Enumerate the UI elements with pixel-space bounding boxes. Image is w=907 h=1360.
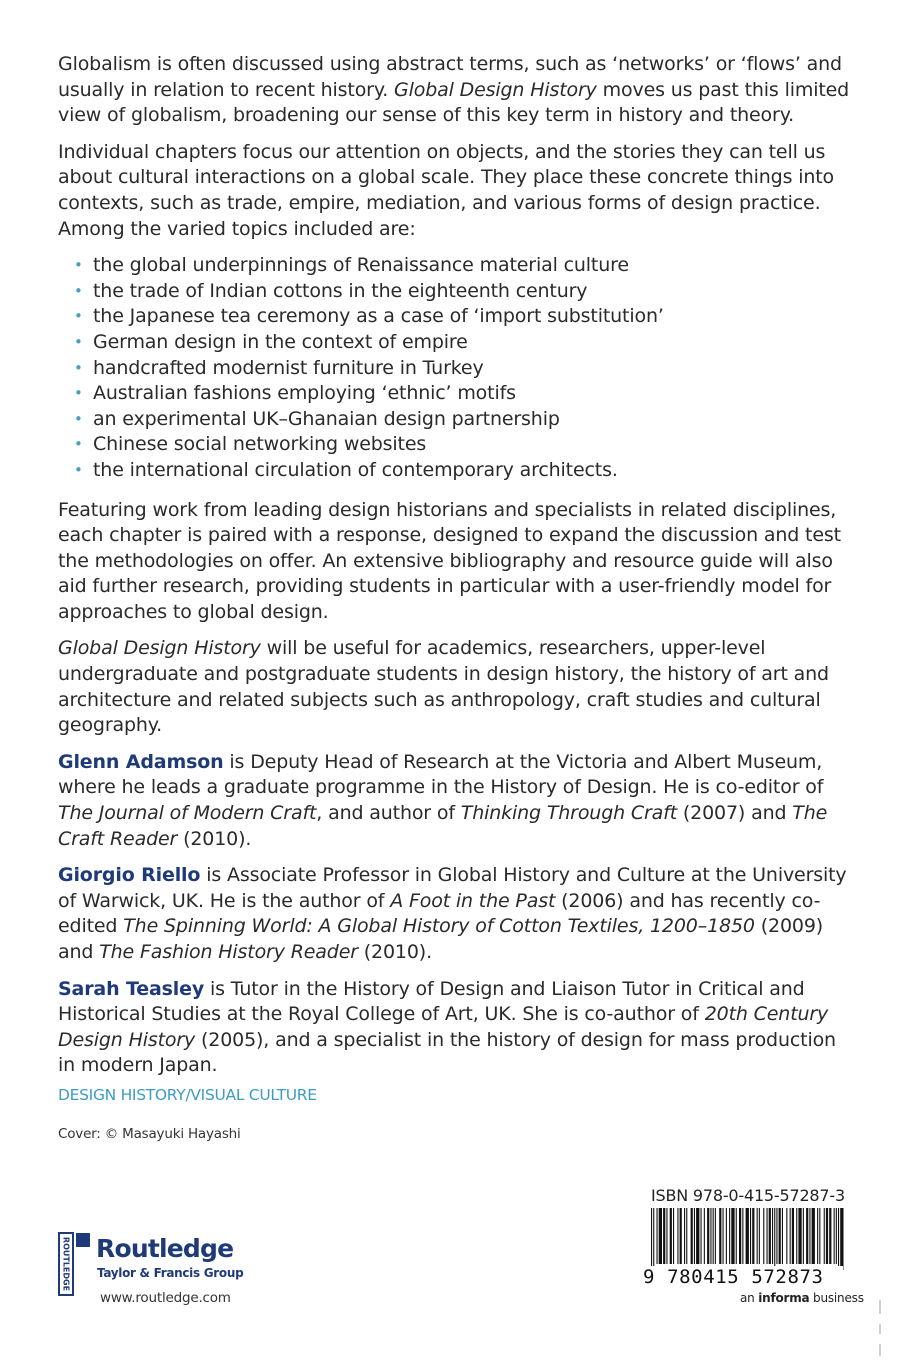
topic-item: • an experimental UK–Ghanaian design partnership xyxy=(58,407,858,433)
barcode-image xyxy=(651,1208,844,1270)
bio-text: (2010). xyxy=(357,941,432,963)
barcode-bar xyxy=(752,1208,754,1264)
bio-text: (2010). xyxy=(177,827,252,850)
edge-mark xyxy=(879,1344,881,1356)
barcode-bar xyxy=(767,1208,768,1264)
author-name: Sarah Teasley xyxy=(58,977,205,1000)
barcode-bar xyxy=(666,1208,667,1264)
barcode-bar xyxy=(694,1208,695,1264)
barcode-bar xyxy=(829,1208,831,1264)
barcode-bar xyxy=(779,1208,781,1264)
topics-list xyxy=(58,253,858,483)
barcode-bar xyxy=(819,1208,820,1264)
topic-item: • the Japanese tea ceremony as a case of ‘import substitution’ xyxy=(58,304,858,330)
bio-text: , and author of xyxy=(316,802,461,825)
barcode-bar xyxy=(663,1208,665,1264)
barcode-bar xyxy=(686,1208,687,1264)
barcode-bar xyxy=(759,1208,760,1264)
publication-title: The Craft Reader xyxy=(58,802,828,850)
barcode-bar xyxy=(806,1208,808,1264)
publication-title: The Journal of Modern Craft xyxy=(58,802,317,825)
informa-suffix: business xyxy=(809,1291,864,1305)
publisher-vertical-text: ROUTLEDGE xyxy=(61,1236,71,1292)
bio-text: is Associate Professor in Global History and Culture at the University of Warwick, UK. He is the author of xyxy=(58,864,847,912)
barcode-bar xyxy=(726,1208,727,1264)
author-bio-adamson xyxy=(58,750,858,852)
barcode-bar xyxy=(657,1208,658,1264)
barcode-bar xyxy=(826,1208,828,1264)
barcode-bar xyxy=(707,1208,709,1264)
barcode-bar xyxy=(790,1208,791,1264)
barcode-bar xyxy=(719,1208,721,1264)
publication-title: Thinking Through Craft xyxy=(460,802,678,825)
informa-tagline xyxy=(740,1291,864,1305)
barcode-bar xyxy=(736,1208,737,1264)
barcode-bar xyxy=(680,1208,682,1264)
barcode-bar xyxy=(769,1208,771,1264)
barcode-bar xyxy=(750,1208,751,1264)
barcode-bar xyxy=(796,1208,797,1264)
bio-text: is Tutor in the History of Design and Liaison Tutor in Critical and Historical Studies at the Royal College of Art, UK. She is co-author of xyxy=(58,977,805,1026)
intro-paragraph-1 xyxy=(58,52,858,129)
barcode-bar xyxy=(824,1208,825,1264)
topic-item: • the international circulation of contemporary architects. xyxy=(58,458,858,484)
barcode-bar xyxy=(763,1208,764,1264)
barcode-bar xyxy=(704,1208,705,1264)
barcode-bar xyxy=(684,1208,685,1264)
barcode-bar xyxy=(670,1208,672,1264)
barcode-bar xyxy=(653,1208,654,1270)
barcode-bar xyxy=(673,1208,674,1264)
cover-credit: Cover: © Masayuki Hayashi xyxy=(58,1126,241,1142)
featuring-paragraph: Featuring work from leading design historians and specialists in related disciplines, each chapter is paired with a response, designed to expand the discussion and test the methodologies on offer. An extensive bibliography and resource guide will also aid further research, providing students in particular with a user-friendly model for approaches to global design. xyxy=(58,498,841,623)
barcode-bar xyxy=(723,1208,724,1264)
bio-text: (2005), and a specialist in the history of design for mass production in modern Japan. xyxy=(58,1028,836,1077)
barcode-bar xyxy=(786,1208,787,1264)
barcode-digits: 9 780415 572873 xyxy=(643,1266,843,1288)
publication-title: A Foot in the Past xyxy=(390,889,556,912)
topic-item: • German design in the context of empire xyxy=(58,330,858,356)
publisher-group: Taylor & Francis Group xyxy=(97,1266,244,1280)
barcode-bar xyxy=(809,1208,810,1264)
barcode-bar xyxy=(772,1208,773,1264)
barcode-bar xyxy=(729,1208,730,1264)
barcode-bar xyxy=(696,1208,699,1264)
barcode-bar xyxy=(812,1208,815,1264)
barcode-bar xyxy=(782,1208,783,1264)
audience-text: will be useful for academics, researchers, upper-level undergraduate and postgraduate students in design history, the history of art and architecture and related subjects such as anthropology, craft studies and cultural geography. xyxy=(58,637,829,737)
barcode-bar xyxy=(817,1208,818,1264)
publication-title: 20th Century Design History xyxy=(58,1003,829,1051)
author-name: Giorgio Riello xyxy=(58,864,201,887)
barcode-bar xyxy=(713,1208,714,1264)
barcode-bar xyxy=(840,1208,843,1270)
author-name: Glenn Adamson xyxy=(58,750,224,773)
topic-item: • handcrafted modernist furniture in Turkey xyxy=(58,356,858,382)
topic-item: • Chinese social networking websites xyxy=(58,432,858,458)
barcode-bar xyxy=(798,1208,801,1264)
edge-mark xyxy=(879,1300,881,1314)
bio-text: is Deputy Head of Research at the Victoria and Albert Museum, where he leads a graduate programme in the History of Design. He is co-editor of xyxy=(58,750,824,799)
author-bio-teasley xyxy=(58,977,858,1079)
bio-text: (2007) and xyxy=(677,802,793,825)
topic-item: • the trade of Indian cottons in the eighteenth century xyxy=(58,279,858,305)
topic-item: • Australian fashions employing ‘ethnic’ motifs xyxy=(58,381,858,407)
barcode-bar xyxy=(774,1208,775,1270)
publisher-website: www.routledge.com xyxy=(100,1290,231,1306)
barcode-bar xyxy=(836,1208,837,1264)
barcode-bar xyxy=(776,1208,777,1264)
barcode-bar xyxy=(651,1208,652,1270)
subject-category: DESIGN HISTORY/VISUAL CULTURE xyxy=(58,1086,317,1104)
barcode-bar xyxy=(677,1208,678,1264)
intro-text-1a: Globalism is often discussed using abstract terms, such as ‘networks’ or ‘flows’ and usually in relation to recent history. xyxy=(58,53,842,101)
book-title-inline: Global Design History xyxy=(58,637,261,660)
edge-mark xyxy=(879,1324,881,1334)
barcode-bar xyxy=(792,1208,794,1264)
barcode-bar xyxy=(838,1208,839,1270)
bio-text: (2006) and has recently co-edited xyxy=(58,889,821,938)
publication-title: The Spinning World: A Global History of Cotton Textiles, 1200–1850 xyxy=(123,915,755,938)
barcode-bar xyxy=(701,1208,702,1264)
barcode-bar xyxy=(739,1208,741,1264)
author-bio-riello xyxy=(58,863,858,965)
bio-text: (2009) and xyxy=(58,915,824,963)
barcode-bar xyxy=(731,1208,734,1264)
informa-prefix: an xyxy=(740,1291,759,1305)
barcode-bar xyxy=(757,1208,758,1264)
informa-brand: informa xyxy=(758,1291,810,1305)
barcode-bar xyxy=(710,1208,711,1264)
routledge-logo-icon xyxy=(58,1232,92,1298)
isbn-label: ISBN 978-0-415-57287-3 xyxy=(651,1186,845,1205)
barcode-bar xyxy=(715,1208,716,1264)
publisher-name: Routledge xyxy=(96,1234,234,1263)
back-cover-text xyxy=(58,52,858,1090)
book-title-inline: Global Design History xyxy=(394,78,597,101)
barcode-bar xyxy=(742,1208,743,1264)
barcode-bar xyxy=(691,1208,693,1264)
intro-paragraph-2: Individual chapters focus our attention on objects, and the stories they can tell us about cultural interactions on a global scale. They place these concrete things into contexts, such as trade, empire, mediation, and various forms of design practice. Among the varied topics included are: xyxy=(58,140,835,240)
barcode-bar xyxy=(834,1208,835,1264)
barcode-bar xyxy=(803,1208,804,1264)
intro-text-1b: moves us past this limited view of globalism, broadening our sense of this key term in history and theory. xyxy=(58,78,850,127)
barcode-bar xyxy=(659,1208,662,1264)
topic-item: • the global underpinnings of Renaissance material culture xyxy=(58,253,858,279)
publication-title: The Fashion History Reader xyxy=(99,941,358,963)
barcode-bar xyxy=(746,1208,749,1264)
audience-paragraph xyxy=(58,636,858,738)
